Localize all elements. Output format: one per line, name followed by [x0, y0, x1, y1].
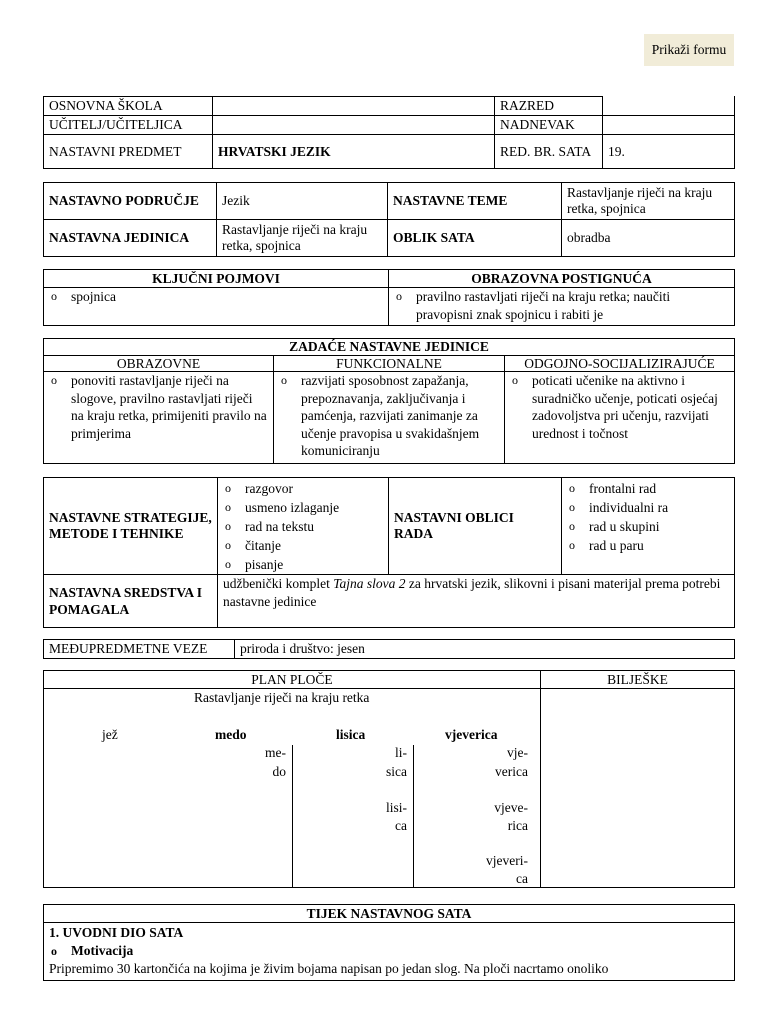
key-term-item: o spojnica — [49, 288, 383, 306]
board-vjeverica-a-1: vje- — [507, 745, 528, 760]
tasks-col1-cell — [44, 372, 274, 464]
form-label: OBLIK SATA — [388, 220, 562, 257]
tasks-table — [43, 338, 735, 464]
resources-textbook-title: Tajna slova 2 — [333, 576, 406, 591]
strategies-label: NASTAVNE STRATEGIJE, METODE I TEHNIKE — [44, 478, 218, 575]
board-medo-split-1: me- — [265, 745, 286, 760]
methods-table — [43, 477, 735, 628]
themes-label: NASTAVNE TEME — [388, 183, 562, 220]
date-value — [603, 116, 735, 135]
strategy-item: o rad na tekstu — [223, 517, 383, 536]
grade-value — [603, 97, 735, 116]
tasks-col2-header: FUNKCIONALNE — [274, 356, 505, 372]
work-form-item: o rad u paru — [567, 536, 729, 555]
board-divider-2 — [413, 745, 414, 887]
area-label: NASTAVNO PODRUČJE — [44, 183, 217, 220]
plan-header: PLAN PLOČE — [44, 671, 541, 689]
grade-label: RAZRED — [495, 97, 603, 116]
work-form-item: o rad u skupini — [567, 517, 729, 536]
strategy-item: o usmeno izlaganje — [223, 498, 383, 517]
flow-section-intro: 1. UVODNI DIO SATA — [49, 925, 184, 940]
strategies-list-cell — [218, 478, 389, 575]
work-form-item: o frontalni rad — [567, 479, 729, 498]
board-vjeverica-c-1: vjeveri- — [486, 853, 528, 868]
task-item: o poticati učenike na aktivno i suradničko učenje, poticati osjećaj zadovoljstva pri učenju, razvijati urednost i točnost — [510, 372, 729, 442]
cross-table — [43, 639, 735, 659]
board-word-jez: jež — [102, 727, 118, 742]
form-value: obradba — [562, 220, 735, 257]
date-label: NADNEVAK — [495, 116, 603, 135]
resources-value — [218, 575, 735, 628]
resources-text-post: za hrvatski jezik, slikovni i pisani materijal prema potrebi nastavne jedinice — [223, 576, 721, 609]
unit-label: NASTAVNA JEDINICA — [44, 220, 217, 257]
board-vjeverica-a-2: verica — [495, 764, 528, 779]
board-title: Rastavljanje riječi na kraju retka — [194, 690, 370, 705]
cross-label: MEĐUPREDMETNE VEZE — [44, 640, 235, 659]
themes-value: Rastavljanje riječi na kraju retka, spojnica — [562, 183, 735, 220]
notes-cell — [541, 689, 735, 888]
header-table — [43, 96, 735, 169]
cross-value: priroda i društvo: jesen — [235, 640, 735, 659]
lesson-number-label: RED. BR. SATA — [495, 135, 603, 169]
board-word-lisica: lisica — [336, 727, 366, 742]
lesson-table — [43, 182, 735, 257]
key-terms-cell — [44, 288, 389, 326]
tasks-title: ZADAĆE NASTAVNE JEDINICE — [44, 339, 735, 356]
work-forms-label: NASTAVNI OBLICI RADA — [389, 478, 562, 575]
task-item: o razvijati sposobnost zapažanja, prepoznavanja, zaključivanja i pamćenja, razvijati zanimanje za učenje pravopisa u svakidašnjem komuniciranju — [279, 372, 499, 460]
flow-text: Pripremimo 30 kartončića na kojima je živim bojama napisan po jedan slog. Na ploči nacrtamo onoliko — [49, 961, 609, 976]
flow-title: TIJEK NASTAVNOG SATA — [44, 905, 735, 923]
outcomes-cell — [389, 288, 735, 326]
board-vjeverica-b-2: rica — [507, 818, 528, 833]
board-vjeverica-c-2: ca — [516, 871, 528, 886]
board-lisica-a-1: li- — [395, 745, 407, 760]
board-word-vjeverica: vjeverica — [445, 727, 498, 742]
school-label: OSNOVNA ŠKOLA — [44, 97, 213, 116]
board-plan-cell — [44, 689, 541, 888]
outcomes-header: OBRAZOVNA POSTIGNUĆA — [389, 270, 735, 288]
resources-label: NASTAVNA SREDSTVA I POMAGALA — [44, 575, 218, 628]
teacher-label: UČITELJ/UČITELJICA — [44, 116, 213, 135]
board-vjeverica-b-1: vjeve- — [494, 800, 528, 815]
unit-value: Rastavljanje riječi na kraju retka, spojnica — [217, 220, 388, 257]
board-lisica-b-2: ca — [395, 818, 407, 833]
board-word-medo: medo — [215, 727, 247, 742]
strategy-item: o pisanje — [223, 555, 383, 574]
school-value — [213, 97, 495, 116]
board-lisica-b-1: lisi- — [385, 800, 407, 815]
strategy-item: o razgovor — [223, 479, 383, 498]
plan-table — [43, 670, 735, 888]
tasks-col2-cell — [274, 372, 505, 464]
board-lisica-a-2: sica — [386, 764, 407, 779]
notes-header: BILJEŠKE — [541, 671, 735, 689]
subject-label: NASTAVNI PREDMET — [44, 135, 213, 169]
board-medo-split-2: do — [272, 764, 286, 779]
board-divider-1 — [292, 745, 293, 887]
key-terms-header: KLJUČNI POJMOVI — [44, 270, 389, 288]
area-value: Jezik — [217, 183, 388, 220]
tasks-col1-header: OBRAZOVNE — [44, 356, 274, 372]
strategy-item: o čitanje — [223, 536, 383, 555]
flow-table — [43, 904, 735, 981]
resources-text-pre: udžbenički komplet — [223, 576, 334, 591]
lesson-number-value: 19. — [603, 135, 735, 169]
board-plan — [44, 689, 540, 887]
outcome-item: o pravilno rastavljati riječi na kraju retka; naučiti pravopisni znak spojnicu i rabiti je — [394, 288, 729, 323]
task-item: o ponoviti rastavljanje riječi na slogove, pravilno rastavljati riječi na kraju retka, primijeniti pravilo na primjerima — [49, 372, 268, 442]
work-forms-list-cell — [562, 478, 735, 575]
tasks-col3-cell — [505, 372, 735, 464]
show-form-button[interactable]: Prikaži formu — [644, 34, 734, 66]
teacher-value — [213, 116, 495, 135]
tasks-col3-header: ODGOJNO-SOCIJALIZIRAJUĆE — [505, 356, 735, 372]
flow-content — [44, 923, 735, 981]
work-form-item: o individualni ra — [567, 498, 729, 517]
key-table — [43, 269, 735, 326]
flow-motivation-item: o Motivacija — [49, 942, 729, 960]
subject-value: HRVATSKI JEZIK — [213, 135, 495, 169]
